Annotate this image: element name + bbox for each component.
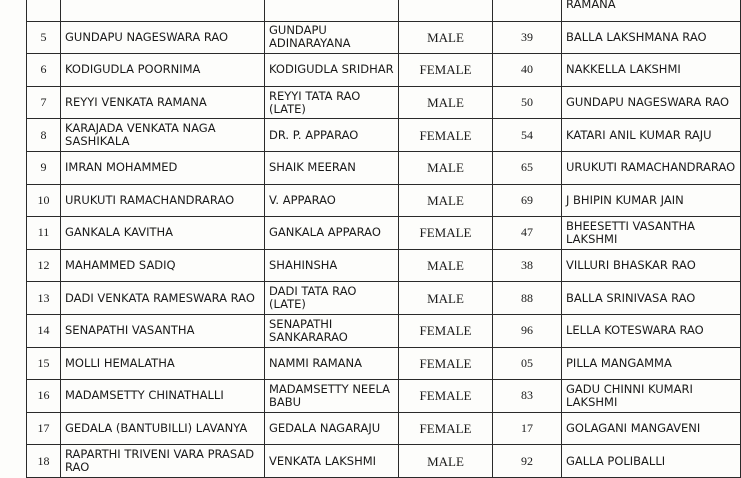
father-name-cell: NAMMI RAMANA: [265, 347, 399, 380]
member-table: [26, 0, 741, 478]
table-row: [27, 119, 741, 152]
gender-cell: FEMALE: [399, 347, 493, 380]
table-row: [27, 86, 741, 119]
nominee-name-cell: BALLA SRINIVASA RAO: [562, 282, 741, 315]
serial-number-cell: 7: [27, 86, 61, 119]
age-cell: 40: [493, 54, 562, 87]
member-name-cell: GUNDAPU NAGESWARA RAO: [61, 21, 265, 54]
member-name-cell: REYYI VENKATA RAMANA: [61, 86, 265, 119]
serial-number-cell: 17: [27, 412, 61, 445]
father-name-cell: SHAHINSHA: [265, 249, 399, 282]
gender-cell: FEMALE: [399, 380, 493, 413]
age-cell: 38: [493, 249, 562, 282]
nominee-name-cell: VILLURI BHASKAR RAO: [562, 249, 741, 282]
nominee-name-cell: GUNDAPU NAGESWARA RAO: [562, 86, 741, 119]
father-name-cell: GUNDAPU ADINARAYANA: [265, 21, 399, 54]
gender-cell: FEMALE: [399, 314, 493, 347]
gender-cell: MALE: [399, 282, 493, 315]
member-name-cell: RAPARTHI TRIVENI VARA PRASAD RAO: [61, 445, 265, 478]
age-cell: 17: [493, 412, 562, 445]
serial-number-cell: 8: [27, 119, 61, 152]
member-name-cell: MOLLI HEMALATHA: [61, 347, 265, 380]
father-name-cell: SHAIK MEERAN: [265, 151, 399, 184]
age-cell: 47: [493, 217, 562, 250]
member-table-body: [27, 0, 741, 477]
nominee-name-cell: BALLA LAKSHMANA RAO: [562, 21, 741, 54]
serial-number-cell: 5: [27, 21, 61, 54]
table-row: [27, 217, 741, 250]
father-name-cell: REYYI TATA RAO (LATE): [265, 86, 399, 119]
nominee-name-cell: URUKUTI RAMACHANDRARAO: [562, 151, 741, 184]
father-name-cell: DADI TATA RAO (LATE): [265, 282, 399, 315]
nominee-name-cell: J BHIPIN KUMAR JAIN: [562, 184, 741, 217]
age-cell: 54: [493, 119, 562, 152]
serial-number-cell: 16: [27, 380, 61, 413]
father-name-cell: GANKALA APPARAO: [265, 217, 399, 250]
serial-number-cell: 14: [27, 314, 61, 347]
gender-cell: MALE: [399, 184, 493, 217]
gender-cell: [399, 0, 493, 21]
gender-cell: MALE: [399, 86, 493, 119]
table-row: [27, 347, 741, 380]
age-cell: 69: [493, 184, 562, 217]
table-row: [27, 412, 741, 445]
nominee-name-cell: BHEESETTI VASANTHA LAKSHMI: [562, 217, 741, 250]
table-row: [27, 54, 741, 87]
nominee-name-cell: PILLA MANGAMMA: [562, 347, 741, 380]
age-cell: 50: [493, 86, 562, 119]
father-name-cell: VENKATA LAKSHMI: [265, 445, 399, 478]
age-cell: 83: [493, 380, 562, 413]
table-row: [27, 282, 741, 315]
father-name-cell: MADAMSETTY NEELA BABU: [265, 380, 399, 413]
member-name-cell: GANKALA KAVITHA: [61, 217, 265, 250]
age-cell: 96: [493, 314, 562, 347]
member-name-cell: KODIGUDLA POORNIMA: [61, 54, 265, 87]
table-row: [27, 380, 741, 413]
age-cell: 88: [493, 282, 562, 315]
serial-number-cell: 12: [27, 249, 61, 282]
father-name-cell: [265, 0, 399, 21]
table-row: [27, 249, 741, 282]
serial-number-cell: 9: [27, 151, 61, 184]
father-name-cell: SENAPATHI SANKARARAO: [265, 314, 399, 347]
serial-number-cell: 15: [27, 347, 61, 380]
member-name-cell: SENAPATHI VASANTHA: [61, 314, 265, 347]
nominee-name-cell: LELLA KOTESWARA RAO: [562, 314, 741, 347]
gender-cell: FEMALE: [399, 217, 493, 250]
member-name-cell: IMRAN MOHAMMED: [61, 151, 265, 184]
father-name-cell: KODIGUDLA SRIDHAR: [265, 54, 399, 87]
father-name-cell: GEDALA NAGARAJU: [265, 412, 399, 445]
age-cell: 39: [493, 21, 562, 54]
member-name-cell: GEDALA (BANTUBILLI) LAVANYA: [61, 412, 265, 445]
member-name-cell: URUKUTI RAMACHANDRARAO: [61, 184, 265, 217]
father-name-cell: V. APPARAO: [265, 184, 399, 217]
nominee-name-cell: KATARI ANIL KUMAR RAJU: [562, 119, 741, 152]
nominee-name-cell: RAMANA: [562, 0, 741, 21]
member-name-cell: MAHAMMED SADIQ: [61, 249, 265, 282]
gender-cell: MALE: [399, 445, 493, 478]
age-cell: 05: [493, 347, 562, 380]
member-name-cell: [61, 0, 265, 21]
serial-number-cell: 11: [27, 217, 61, 250]
member-name-cell: KARAJADA VENKATA NAGA SASHIKALA: [61, 119, 265, 152]
gender-cell: FEMALE: [399, 54, 493, 87]
table-row: [27, 184, 741, 217]
serial-number-cell: 18: [27, 445, 61, 478]
gender-cell: FEMALE: [399, 412, 493, 445]
table-row: [27, 21, 741, 54]
table-row: [27, 151, 741, 184]
father-name-cell: DR. P. APPARAO: [265, 119, 399, 152]
table-row: [27, 0, 741, 21]
age-cell: 92: [493, 445, 562, 478]
age-cell: 65: [493, 151, 562, 184]
table-row: [27, 314, 741, 347]
nominee-name-cell: GADU CHINNI KUMARI LAKSHMI: [562, 380, 741, 413]
age-cell: [493, 0, 562, 21]
table-row: [27, 445, 741, 478]
serial-number-cell: 13: [27, 282, 61, 315]
nominee-name-cell: GALLA POLIBALLI: [562, 445, 741, 478]
member-name-cell: DADI VENKATA RAMESWARA RAO: [61, 282, 265, 315]
gender-cell: MALE: [399, 249, 493, 282]
nominee-name-cell: NAKKELLA LAKSHMI: [562, 54, 741, 87]
nominee-name-cell: GOLAGANI MANGAVENI: [562, 412, 741, 445]
serial-number-cell: 6: [27, 54, 61, 87]
serial-number-cell: [27, 0, 61, 21]
gender-cell: MALE: [399, 151, 493, 184]
member-name-cell: MADAMSETTY CHINATHALLI: [61, 380, 265, 413]
gender-cell: FEMALE: [399, 119, 493, 152]
gender-cell: MALE: [399, 21, 493, 54]
serial-number-cell: 10: [27, 184, 61, 217]
